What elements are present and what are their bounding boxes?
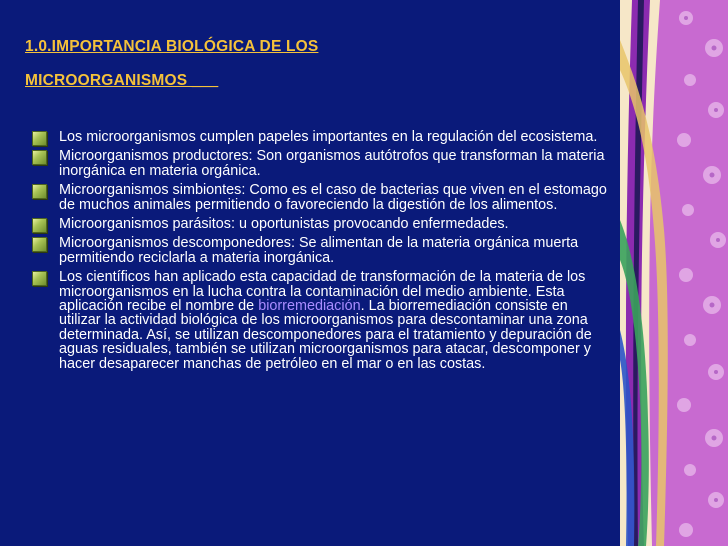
title-line-1: 1.0.IMPORTANCIA BIOLÓGICA DE LOS [25,38,319,55]
bullet-text: Los microorganismos cumplen papeles importantes en la regulación del ecosistema. [59,129,598,145]
list-item [32,270,607,371]
bullet-list [32,130,607,376]
list-item [32,236,607,265]
list-item [32,217,607,231]
slide-title [25,30,585,98]
bullet-icon [32,150,47,165]
list-item [32,183,607,212]
list-item [32,130,607,144]
bullet-text: Microorganismos productores: Son organismos autótrofos que transforman la materia inorgánica en materia orgánica. [59,148,605,179]
title-line-2: MICROORGANISMOS ___ [25,72,219,89]
bullet-text: Microorganismos simbiontes: Como es el caso de bacterias que viven en el estomago de muchos animales permitiendo o favoreciendo la digestión de los alimentos. [59,182,607,213]
list-item [32,149,607,178]
floral-ribbon-decoration [620,0,728,546]
bullet-text: Microorganismos descomponedores: Se alimentan de la materia orgánica muerta permitiendo reciclarla a materia inorgánica. [59,235,579,266]
bullet-icon [32,131,47,146]
bullet-text-after: . La biorremediación consiste en utilizar la actividad biológica de los microorganismos para descontaminar una zona determinada. Así, se utilizan descomponedores para el tratamiento y depuración de aguas residuales, también se utilizan microorganismos para atacar, descomponer y hacer desaparecer manchas de petróleo en el mar o en las costas. [59,298,592,372]
bullet-icon [32,218,47,233]
bullet-icon [32,271,47,286]
bullet-text: Microorganismos parásitos: u oportunistas provocando enfermedades. [59,216,509,233]
bullet-text-before: Los científicos han aplicado esta capacidad de transformación de la materia de los microorganismos en la lucha contra la contaminación del medio ambiente. Esta aplicación recibe el nombre de [59,269,586,315]
biorremediacion-link[interactable]: biorremediación [258,298,361,315]
bullet-icon [32,237,47,252]
bullet-icon [32,184,47,199]
